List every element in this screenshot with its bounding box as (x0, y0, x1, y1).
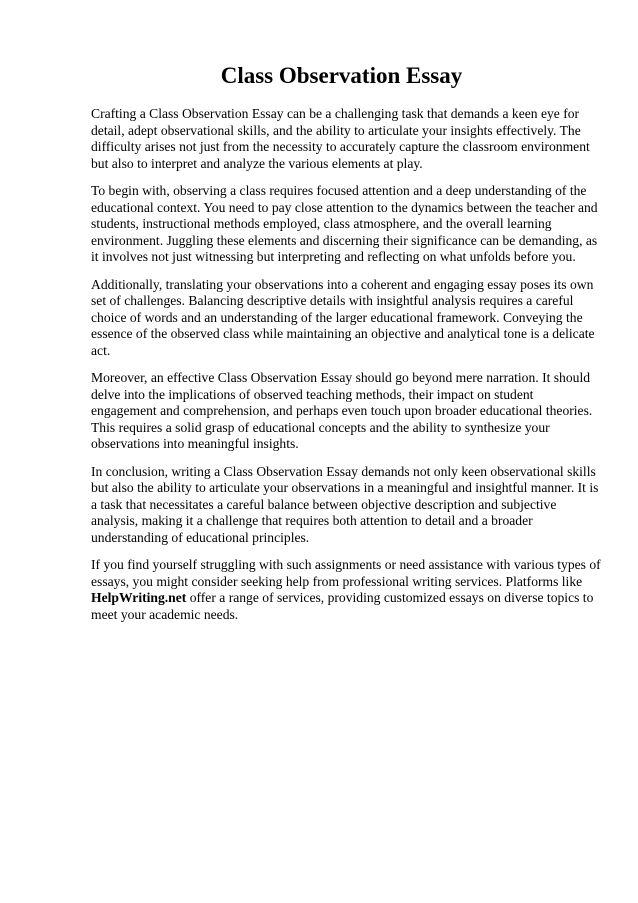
paragraph-effective-essay: Moreover, an effective Class Observation Essay should go beyond mere narration. It should delve into the implications of observed teaching methods, their impact on student engagement and comprehension, and perhaps even touch upon broader educational theories. This requires a solid grasp of educational concepts and the ability to synthesize your observations into meaningful insights. (91, 370, 593, 451)
help-text-before-link: If you find yourself struggling with such assignments or need assistance with various types of essays, you might consider seeking help from professional writing services. Platforms like (91, 557, 601, 589)
document-body (91, 106, 601, 634)
help-text-after-link: offer a range of services, providing customized essays on diverse topics to meet your academic needs. (91, 590, 594, 622)
paragraph-observing: To begin with, observing a class requires focused attention and a deep understanding of the educational context. You need to pay close attention to the dynamics between the teacher and students, instructional methods employed, class atmosphere, and the overall learning environment. Juggling these elements and discerning their significance can be demanding, as it involves not just witnessing but interpreting and reflecting on what unfolds before you. (91, 183, 598, 264)
page-title: Class Observation Essay (220, 63, 463, 88)
paragraph-translating: Additionally, translating your observations into a coherent and engaging essay poses its own set of challenges. Balancing descriptive details with insightful analysis requires a careful choice of words and an understanding of the larger educational framework. Conveying the essence of the observed class while maintaining an objective and analytical tone is a delicate act. (91, 276, 595, 358)
paragraph-help (91, 557, 601, 623)
paragraph-conclusion: In conclusion, writing a Class Observation Essay demands not only keen observational skills but also the ability to articulate your observations in a meaningful and insightful manner. It is a task that necessitates a careful balance between objective description and subjective analysis, making it a challenge that requires both attention to detail and a broader understanding of educational principles. (91, 463, 599, 545)
paragraph-intro: Crafting a Class Observation Essay can be a challenging task that demands a keen eye for detail, adept observational skills, and the ability to articulate your insights effectively. The difficulty arises not just from the necessity to accurately capture the classroom environment but also to interpret and analyze the various elements at play. (91, 106, 590, 171)
helpwriting-link[interactable]: HelpWriting.net (91, 590, 187, 605)
